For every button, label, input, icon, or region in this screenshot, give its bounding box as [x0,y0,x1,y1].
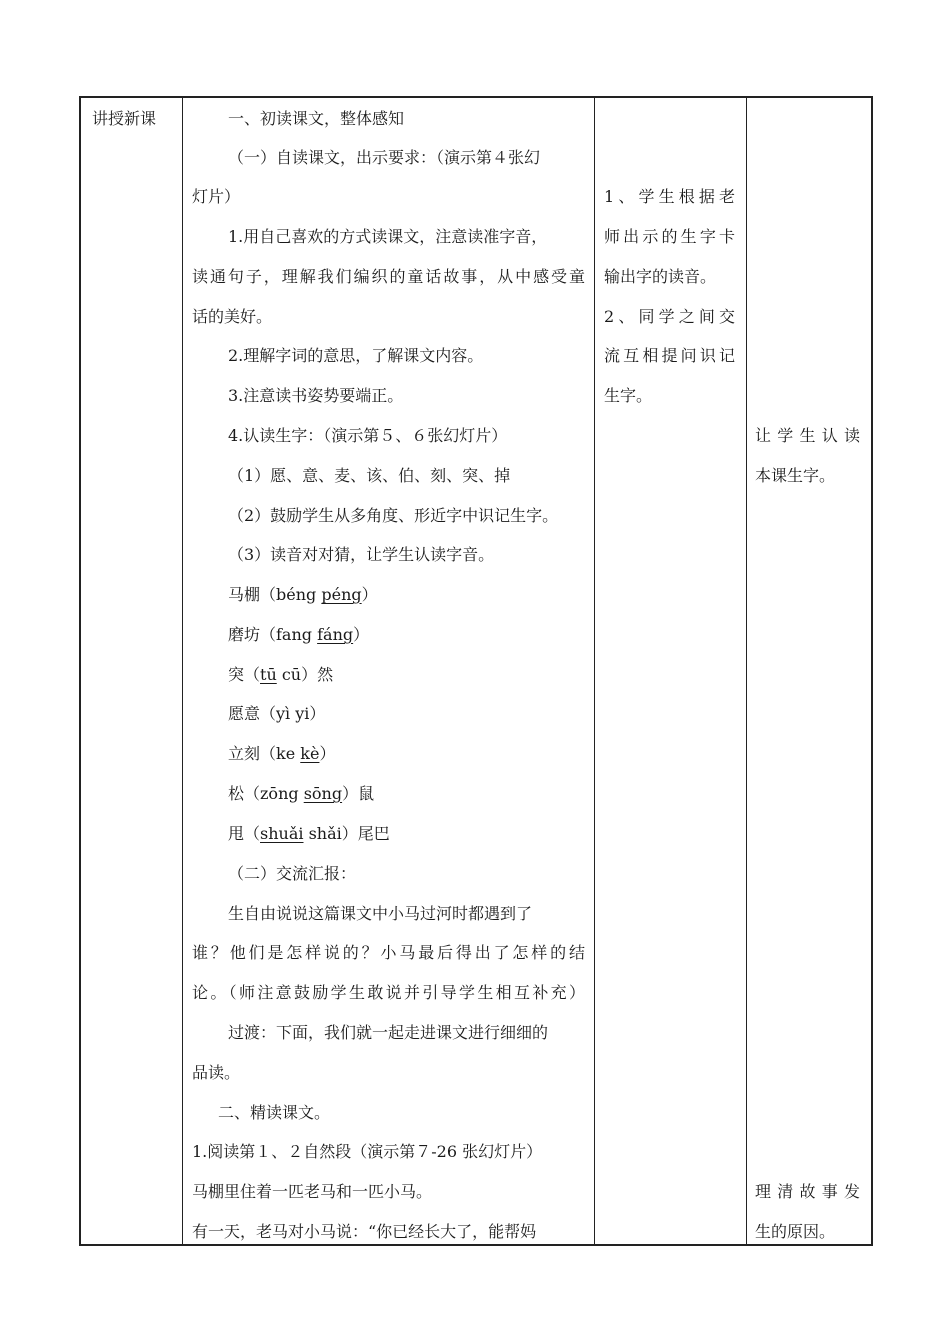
pinyin-line: 磨坊（fang fáng） [228,625,370,644]
text-line: 2、同学之间交 [604,307,735,326]
text-line: 论。（师注意鼓励学生敢说并引导学生相互补充） [192,983,585,1002]
text-line: 1.阅读第１、２自然段（演示第７-26 张幻灯片） [192,1142,543,1161]
pinyin-line: 立刻（ke kè） [228,744,336,763]
subsection-heading: （二）交流汇报： [228,864,357,883]
section-heading: 二、精读课文。 [218,1103,331,1122]
pinyin-line: 突（tū cū）然 [228,665,334,684]
text-line: 读通句子，理解我们编织的童话故事，从中感受童 [192,267,585,286]
pinyin-line: 甩（shuǎi shǎi）尾巴 [228,824,390,843]
column-divider [746,98,747,1244]
text-line: 生字。 [604,386,653,405]
text-line: （1）愿、意、麦、该、伯、刻、突、掉 [228,466,511,485]
text-line: 生的原因。 [755,1222,836,1241]
text-line: 有一天，老马对小马说：“你已经长大了，能帮妈 [192,1222,537,1241]
text-line: 品读。 [192,1063,241,1082]
pinyin-line: 愿意（yì yi） [228,704,326,723]
column-divider [594,98,595,1244]
column-divider [182,98,183,1244]
stage-label: 讲授新课 [92,109,157,128]
text-line: 谁？他们是怎样说的？小马最后得出了怎样的结 [192,943,585,962]
text-line: （3）读音对对猜，让学生认读字音。 [228,545,495,564]
text-line: 让学生认读 [755,426,860,445]
text-line: 1、学生根据老 [604,187,735,206]
text-line: （2）鼓励学生从多角度、形近字中识记生字。 [228,506,559,525]
text-line: 马棚里住着一匹老马和一匹小马。 [192,1182,433,1201]
text-line: 输出字的读音。 [604,267,717,286]
text-line: 4.认读生字：（演示第５、６张幻灯片） [228,426,508,445]
text-line: 话的美好。 [192,307,273,326]
text-line: 灯片） [192,187,241,206]
text-line: 理清故事发 [755,1182,860,1201]
pinyin-line: 松（zōng sōng）鼠 [228,784,375,803]
subsection-heading: （一）自读课文，出示要求：（演示第４张幻 [228,148,541,167]
section-heading: 一、初读课文，整体感知 [228,109,405,128]
text-line: 生自由说说这篇课文中小马过河时都遇到了 [228,904,533,923]
text-line: 师出示的生字卡 [604,227,735,246]
pinyin-line: 马棚（béng péng） [228,585,378,604]
text-line: 3.注意读书姿势要端正。 [228,386,404,405]
text-line: 流互相提问识记 [604,346,735,365]
text-line: 1.用自己喜欢的方式读课文，注意读准字音， [228,227,548,246]
text-line: 本课生字。 [755,466,836,485]
text-line: 2.理解字词的意思，了解课文内容。 [228,346,484,365]
text-line: 过渡：下面，我们就一起走进课文进行细细的 [228,1023,549,1042]
